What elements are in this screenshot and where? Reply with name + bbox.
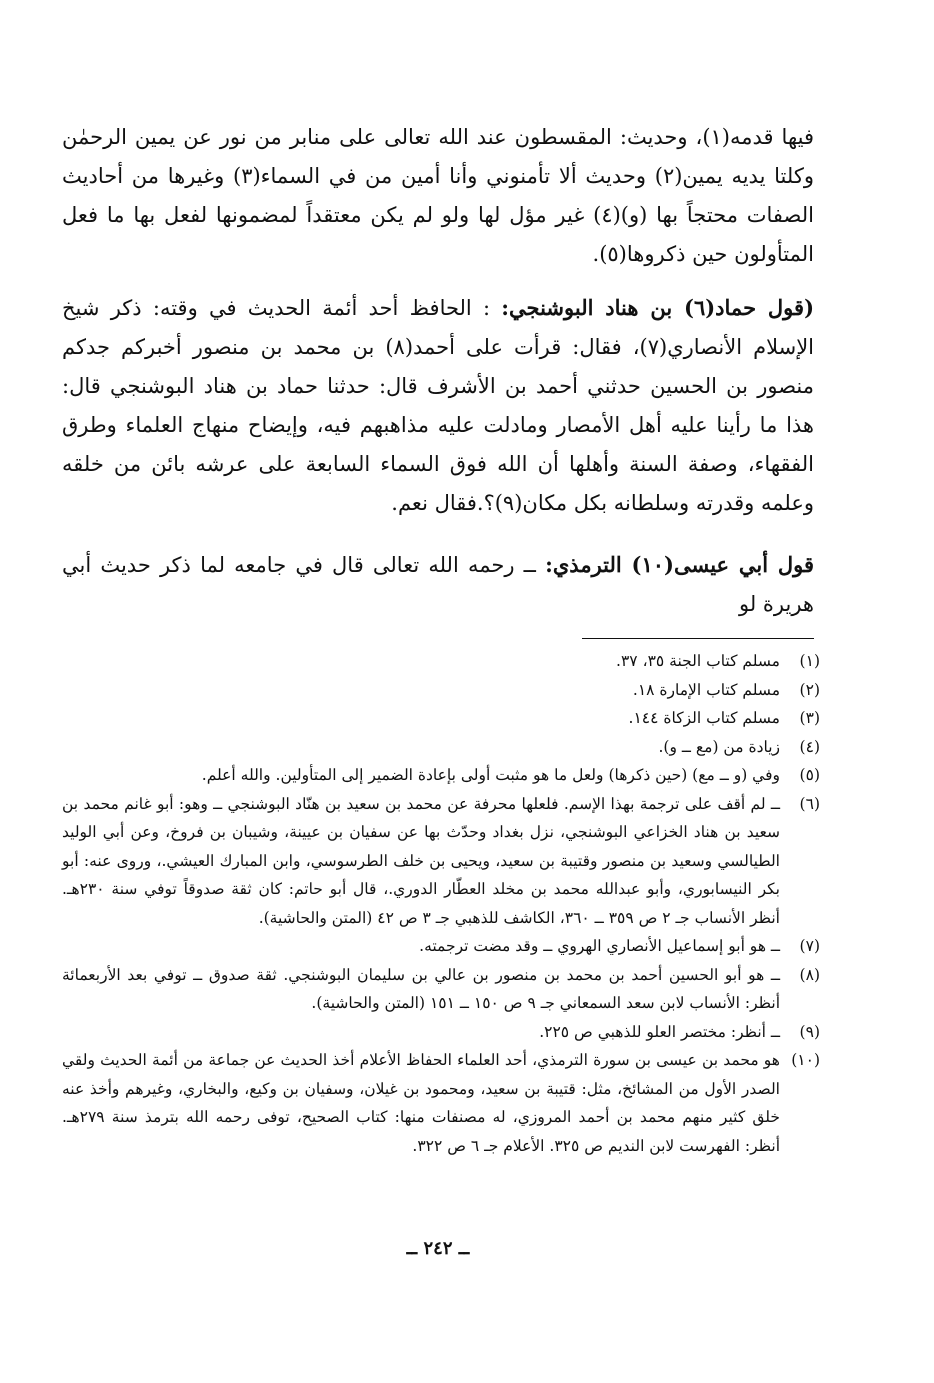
footnote-number: (٥) bbox=[799, 766, 820, 784]
paragraph-3-text: ــ رحمه الله تعالى قال في جامعه لما ذكر حديث أبي هريرة لو bbox=[62, 553, 814, 616]
footnote bbox=[62, 1046, 820, 1160]
footnote-text: ــ هو أبو الحسين أحمد بن محمد بن منصور بن عالي بن سليمان البوشنجي. ثقة صدوق ــ توفي بعد الأربعمائة أنظر: الأنساب لابن سعد السمعاني جـ ٩ ص ١٥٠ ــ ١٥١ (المتن والحاشية). bbox=[62, 965, 780, 1012]
footnote-text: هو محمد بن عيسى بن سورة الترمذي، أحد العلماء الحفاظ الأعلام أخذ الحديث عن جماعة من أئمة الحديث ولقي الصدر الأول من المشائخ، مثل: قتيبة بن سعيد، ومحمود بن غيلان، وسفيان بن وكيع، والبخاري، وغيرهم وأخذ عنه خلق كثير منهم محمد بن أحمد المروزي، له مصنفات منها: كتاب الصحيح، توفى رحمه الله بترمذ سنة ٢٧٩هـ. أنظر: الفهرست لابن النديم ص ٣٢٥. الأعلام جـ ٦ ص ٣٢٢. bbox=[62, 1051, 780, 1155]
footnote-number: (٩) bbox=[799, 1022, 820, 1041]
page-number: ــ ٢٤٢ ــ bbox=[406, 1238, 470, 1259]
footnote-separator bbox=[582, 638, 814, 639]
main-text bbox=[62, 118, 814, 624]
paragraph-2 bbox=[62, 288, 814, 523]
footnote-text: ــ لم أقف على ترجمة بهذا الإسم. فلعلها محرفة عن محمد بن سعيد بن هنّاد البوشنجي ــ وهو: أبو غانم محمد بن سعيد بن هناد الخزاعي البوشنجي، نزل بغداد وحدّث بها عن سفيان بن عيينة، وشيبان بن فروخ، وعن أبي الوليد الطيالسي وسعيد بن منصور وقتيبة بن سعيد، ويحيى بن خلف الطرسوسي، وابن المبارك العيشي.، وروى عنه: أبو بكر النيسابوري، وأبو عبدالله محمد بن مخلد العطّار الدوري.، قال أبو حاتم: كان ثقة صدوقاً توفي سنة ٢٣٠هـ. أنظر الأنساب جـ ٢ ص ٣٥٩ ــ ٣٦٠، الكاشف للذهبي جـ ٣ ص ٤٢ (المتن والحاشية). bbox=[62, 794, 780, 927]
footnotes bbox=[62, 647, 820, 1160]
footnote-number: (٨) bbox=[799, 965, 820, 984]
footnote bbox=[62, 647, 820, 676]
footnote bbox=[62, 961, 820, 1018]
footnote-number: (٤) bbox=[799, 737, 820, 756]
paragraph-3 bbox=[62, 545, 814, 624]
footnote-number: (٧) bbox=[799, 937, 820, 955]
footnote-text: زيادة من (مع ــ و). bbox=[658, 737, 780, 756]
footnote bbox=[62, 790, 820, 933]
footnote-number: (٢) bbox=[799, 680, 820, 699]
footnote-number: (١٠) bbox=[791, 1051, 820, 1069]
page bbox=[62, 118, 820, 1383]
paragraph-1 bbox=[62, 118, 814, 274]
footnote-text: مسلم كتاب الإمارة ١٨. bbox=[632, 680, 780, 699]
paragraph-3-heading: قول أبي عيسى(١٠) الترمذي: bbox=[545, 552, 814, 577]
footnote-text: ــ هو أبو إسماعيل الأنصاري الهروي ــ وقد مضت ترجمته. bbox=[419, 937, 780, 955]
footnote-text: ــ أنظر: مختصر العلو للذهبي ص ٢٢٥. bbox=[539, 1022, 780, 1041]
footnote-number: (٣) bbox=[799, 709, 820, 727]
footnote-text: مسلم كتاب الجنة ٣٥، ٣٧. bbox=[616, 652, 780, 670]
footnote bbox=[62, 676, 820, 705]
footnote bbox=[62, 733, 820, 762]
footnote-text: مسلم كتاب الزكاة ١٤٤. bbox=[628, 709, 780, 727]
footnote bbox=[62, 1018, 820, 1047]
footnote bbox=[62, 932, 820, 961]
paragraph-2-text: : الحافظ أحد أئمة الحديث في وقته: ذكر شيخ الإسلام الأنصاري(٧)، فقال: قرأت على أحمد(٨) بن محمد بن منصور أخبركم جدكم منصور بن الحسين حدثني أحمد بن الأشرف قال: حدثنا حماد بن هناد البوشنجي قال: هذا ما رأينا عليه أهل الأمصار ومادلت عليه مذاهبهم فيه، وإيضاح منهاج العلماء وطرق الفقهاء، وصفة السنة وأهلها أن الله فوق السماء السابعة على عرشه بائن من خلقه وعلمه وقدرته وسلطانه بكل مكان(٩)؟.فقال نعم. bbox=[62, 296, 815, 515]
footnote-number: (٦) bbox=[799, 794, 820, 813]
paragraph-2-heading: (قول حماد(٦) بن هناد البوشنجي: bbox=[501, 295, 815, 320]
footnote-number: (١) bbox=[799, 652, 820, 670]
footnote bbox=[62, 704, 820, 733]
paragraph-1-text: فيها قدمه(١)، وحديث: المقسطون عند الله تعالى على منابر من نور عن يمين الرحمٰن وكلتا يديه يمين(٢) وحديث ألا تأمنوني وأنا أمين من في السماء(٣) وغيرها من أحاديث الصفات محتجاً بها (و)(٤) غير مؤل لها ولو لم يكن معتقداً لمضمونها لفعل بها ما فعل المتأولون حين ذكروها(٥). bbox=[62, 125, 814, 266]
footnote-text: وفي (و ــ مع) (حين ذكرها) ولعل ما هو مثبت أولى بإعادة الضمير إلى المتأولين. والله أعلم. bbox=[201, 766, 780, 784]
footnote bbox=[62, 761, 820, 790]
